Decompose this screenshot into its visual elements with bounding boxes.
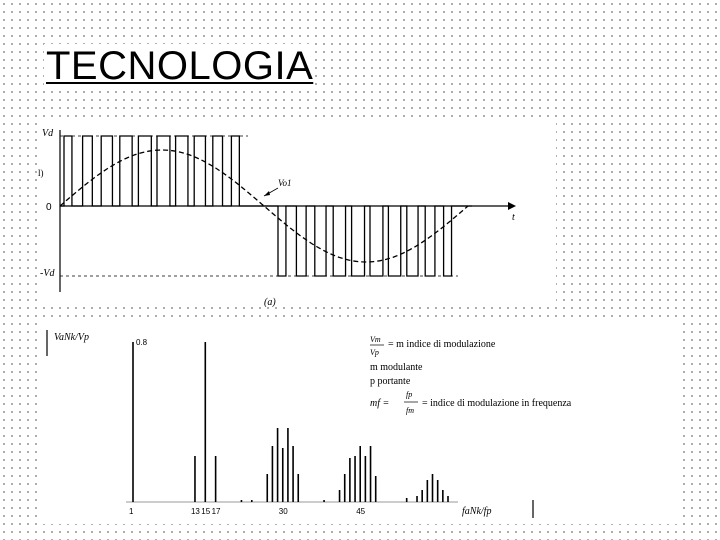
pwm-waveform-svg [38,122,556,307]
t-label: t [512,212,515,223]
spectrum-y-label: VaNk/Vp [54,332,89,343]
legend-mf: mf = [370,398,390,409]
zero-label: 0 [46,202,52,213]
harmonic-spectrum-figure [38,318,682,524]
vd-bottom-label: -Vd [40,268,55,279]
vd-top-label: Vd [42,128,54,139]
modulation-legend [370,335,572,415]
legend-fm: fm [406,406,414,415]
slide-title: TECNOLOGIA [46,44,314,88]
legend-line-1: = m indice di modulazione [388,339,496,350]
spectrum-tick-17: 17 [211,507,221,516]
legend-vp: Vp [370,348,379,357]
spectrum-tick-1: 1 [129,507,134,516]
cut-label: l) [38,168,44,178]
spectrum-tick-45: 45 [356,507,366,516]
peak-value-label: 0.8 [136,338,148,347]
spectrum-tick-13: 13 [190,507,200,516]
legend-line-2: m modulante [370,362,423,373]
vo1-pointer-arrow [264,191,270,196]
spectrum-tick-labels [129,507,366,516]
spectrum-tick-15: 15 [201,507,211,516]
vo1-label: Vo1 [278,178,292,188]
legend-line-4: = indice di modulazione in frequenza [422,398,572,409]
time-axis-arrow [508,202,516,210]
pwm-waveform-figure [38,122,556,307]
spectrum-x-label: faNk/fp [462,506,492,517]
legend-fp: fp [406,390,413,399]
figure-caption: (a) [264,297,276,307]
spectrum-svg [38,318,682,524]
legend-vm: Vm [370,335,381,344]
spectrum-tick-30: 30 [278,507,288,516]
legend-line-3: p portante [370,376,411,387]
